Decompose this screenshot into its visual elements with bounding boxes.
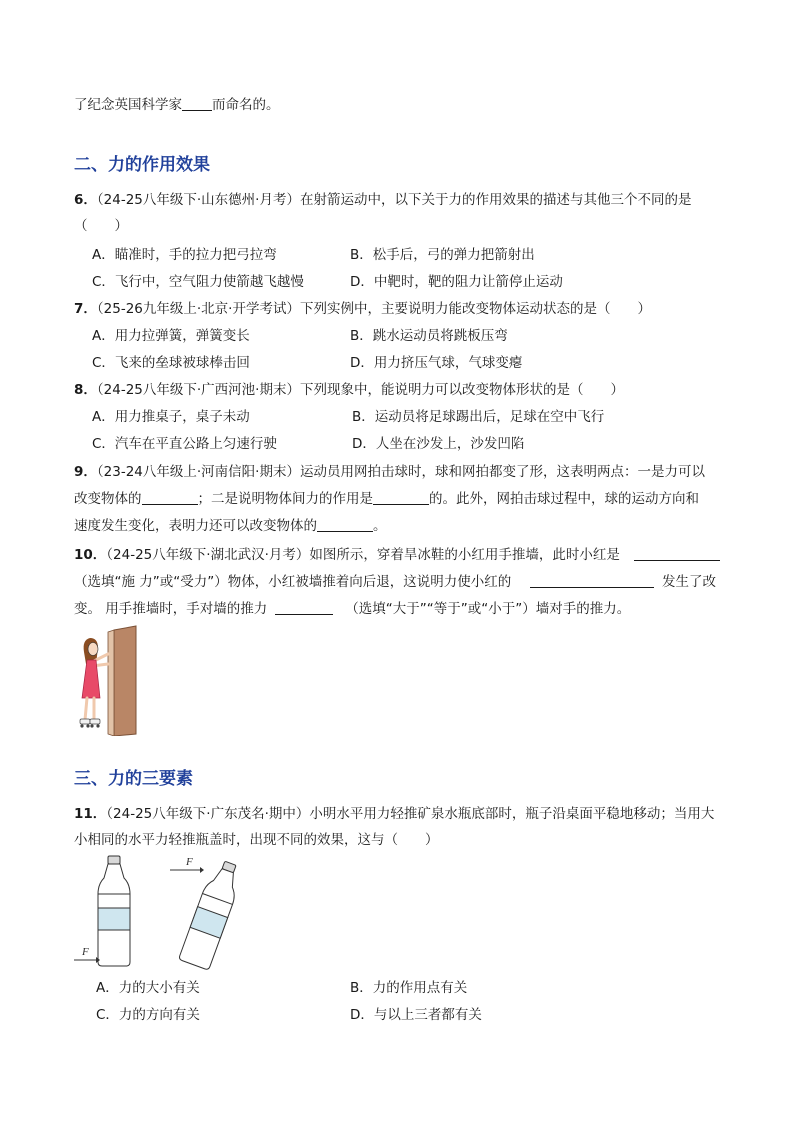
- question-source: （24-25八年级下·广东茂名·期中）: [106, 806, 310, 822]
- question-6-paren: （ ）: [74, 218, 128, 234]
- answer-blank[interactable]: [317, 517, 373, 532]
- option-7b[interactable]: B．跳水运动员将跳板压弯: [350, 328, 508, 344]
- question-source: （25-26九年级上·北京·开学考试）: [96, 301, 300, 317]
- question-source: （24-25八年级下·山东德州·月考）: [96, 192, 300, 208]
- girl-pushing-wall-figure: [74, 624, 140, 736]
- question-9-line-1: [74, 462, 705, 482]
- option-11d[interactable]: D．与以上三者都有关: [350, 1007, 482, 1023]
- question-9-line-3: [74, 516, 387, 536]
- question-text: 下列实例中，主要说明力能改变物体运动状态的是（ ）: [299, 301, 651, 317]
- option-8d[interactable]: D．人坐在沙发上，沙发凹陷: [352, 436, 525, 452]
- question-10-line-2: [74, 572, 511, 592]
- option-7d[interactable]: D．用力挤压气球，气球变瘪: [350, 355, 523, 371]
- answer-blank[interactable]: [530, 573, 654, 588]
- question-6-stem: [74, 190, 691, 210]
- question-10-line-1: [74, 545, 620, 565]
- question-11-line-1: [74, 804, 714, 824]
- answer-blank[interactable]: [373, 490, 429, 505]
- question-text: 的。此外，网拍击球过程中，球的运动方向和: [429, 491, 699, 507]
- option-6c[interactable]: C．飞行中，空气阻力使箭越飞越慢: [92, 274, 304, 290]
- question-source: （24-25八年级下·湖北武汉·月考）: [106, 547, 310, 563]
- option-6a[interactable]: A．瞄准时，手的拉力把弓拉弯: [92, 247, 277, 263]
- option-8c[interactable]: C．汽车在平直公路上匀速行驶: [92, 436, 277, 452]
- question-text: ；二是说明物体间力的作用是: [197, 491, 373, 507]
- question-9-line-2: [74, 489, 699, 509]
- question-number: 7．: [74, 301, 97, 317]
- question-number: 6．: [74, 192, 97, 208]
- question-text: 在射箭运动中，以下关于力的作用效果的描述与其他三个不同的是: [299, 192, 692, 208]
- answer-blank[interactable]: [275, 600, 333, 615]
- option-11c[interactable]: C．力的方向有关: [96, 1007, 200, 1023]
- bottles-force-figure: [72, 854, 242, 970]
- question-text: 变。 用手推墙时，手对墙的推力: [74, 601, 268, 617]
- question-text: 下列现象中，能说明力可以改变物体形状的是（ ）: [299, 382, 624, 398]
- option-6b[interactable]: B．松手后，弓的弹力把箭射出: [350, 247, 535, 263]
- question-number: 11．: [74, 806, 107, 822]
- force-label-bottom: F: [82, 946, 89, 958]
- force-label-top: F: [186, 856, 193, 868]
- option-7a[interactable]: A．用力拉弹簧，弹簧变长: [92, 328, 250, 344]
- question-text: 小明水平用力轻推矿泉水瓶底部时，瓶子沿桌面平稳地移动；当用大: [309, 806, 715, 822]
- question-text: 。: [373, 518, 387, 534]
- intro-tail: [74, 95, 280, 115]
- intro-text: 了纪念英国科学家: [74, 97, 182, 113]
- option-7c[interactable]: C．飞来的垒球被球棒击回: [92, 355, 250, 371]
- question-number: 9．: [74, 464, 97, 480]
- option-8b[interactable]: B．运动员将足球踢出后，足球在空中飞行: [352, 409, 605, 425]
- tilted-bottle: [178, 858, 242, 970]
- question-source: （24-25八年级下·广西河池·期末）: [96, 382, 300, 398]
- section-heading-2: 二、力的作用效果: [74, 155, 210, 175]
- intro-text-end: 而命名的。: [212, 97, 280, 113]
- question-text: 速度发生变化，表明力还可以改变物体的: [74, 518, 317, 534]
- option-11b[interactable]: B．力的作用点有关: [350, 980, 468, 996]
- option-11a[interactable]: A．力的大小有关: [96, 980, 200, 996]
- question-number: 8．: [74, 382, 97, 398]
- answer-blank[interactable]: [182, 96, 212, 111]
- question-text: （选填“施 力”或“受力”）物体，小红被墙推着向后退，这说明力使小红的: [74, 574, 512, 590]
- question-11-line-2: 小相同的水平力轻推瓶盖时，出现不同的效果，这与（ ）: [74, 832, 439, 848]
- question-10-line-2-end: 发生了改: [662, 574, 716, 590]
- question-source: （23-24八年级上·河南信阳·期末）: [96, 464, 300, 480]
- question-number: 10．: [74, 547, 107, 563]
- option-8a[interactable]: A．用力推桌子，桌子未动: [92, 409, 250, 425]
- answer-blank[interactable]: [634, 546, 720, 561]
- question-8-stem: [74, 380, 624, 400]
- option-6d[interactable]: D．中靶时，靶的阻力让箭停止运动: [350, 274, 563, 290]
- question-text: （选填“大于”“等于”或“小于”）墙对手的推力。: [345, 601, 631, 617]
- section-heading-3: 三、力的三要素: [74, 769, 193, 789]
- question-text: 如图所示，穿着旱冰鞋的小红用手推墙，此时小红是: [309, 547, 620, 563]
- question-text: 改变物体的: [74, 491, 142, 507]
- answer-blank[interactable]: [142, 490, 198, 505]
- question-10-line-3: [74, 599, 630, 619]
- upright-bottle: [98, 856, 130, 966]
- question-7-stem: [74, 299, 651, 319]
- question-text: 运动员用网拍击球时，球和网拍都变了形，这表明两点：一是力可以: [299, 464, 705, 480]
